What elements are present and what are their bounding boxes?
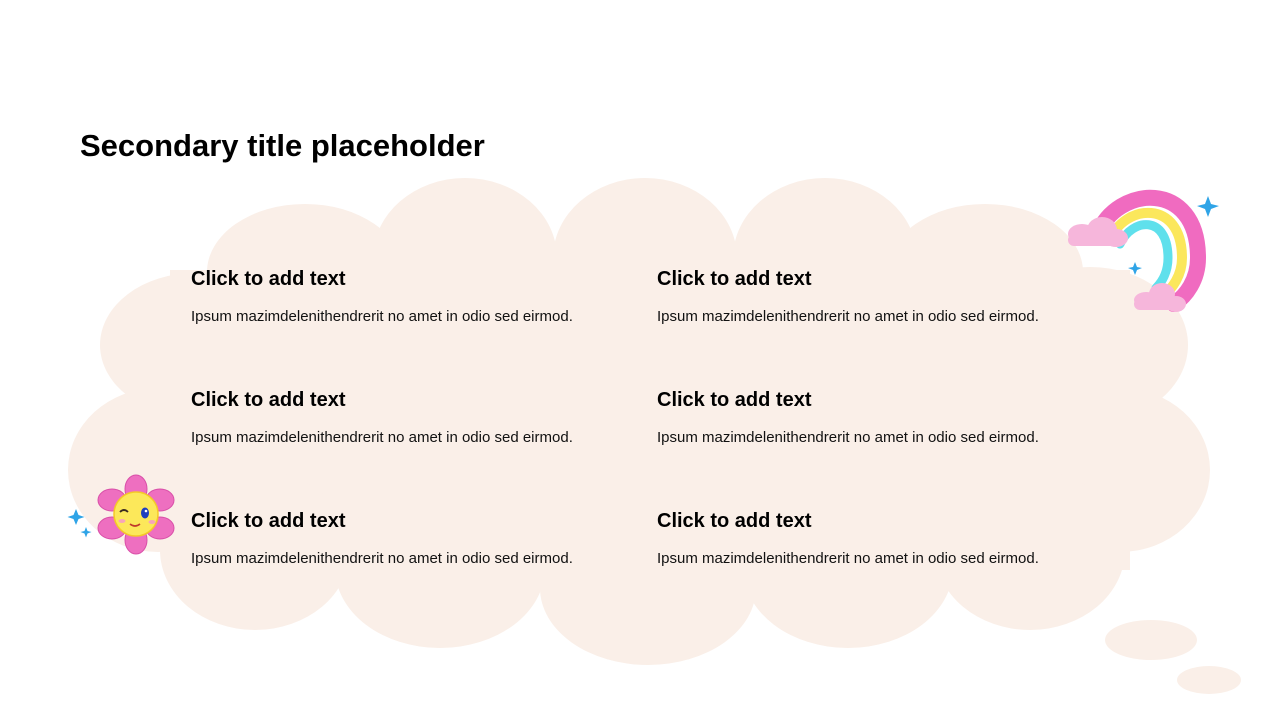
item-body[interactable]: Ipsum mazimdelenithendrerit no amet in odio sed eirmod.: [657, 550, 1039, 567]
text-item: [657, 510, 1097, 567]
text-item: [657, 389, 1097, 446]
item-heading[interactable]: Click to add text: [191, 389, 346, 411]
item-body[interactable]: Ipsum mazimdelenithendrerit no amet in odio sed eirmod.: [191, 429, 573, 446]
item-heading[interactable]: Click to add text: [191, 268, 346, 290]
text-item: [657, 268, 1097, 325]
item-heading[interactable]: Click to add text: [657, 389, 812, 411]
text-item: [191, 510, 631, 567]
flower-sun-icon: [64, 472, 179, 556]
sparkle-icon: [1197, 196, 1219, 217]
item-heading[interactable]: Click to add text: [657, 268, 812, 290]
sparkle-icon: [1128, 262, 1142, 275]
text-item: [191, 389, 631, 446]
item-body[interactable]: Ipsum mazimdelenithendrerit no amet in odio sed eirmod.: [657, 429, 1039, 446]
item-body[interactable]: Ipsum mazimdelenithendrerit no amet in odio sed eirmod.: [191, 308, 573, 325]
item-body[interactable]: Ipsum mazimdelenithendrerit no amet in odio sed eirmod.: [657, 308, 1039, 325]
text-item: [191, 268, 631, 325]
item-body[interactable]: Ipsum mazimdelenithendrerit no amet in odio sed eirmod.: [191, 550, 573, 567]
item-heading[interactable]: Click to add text: [657, 510, 812, 532]
sparkle-icon: [81, 527, 92, 538]
sparkle-icon: [68, 509, 85, 525]
item-heading[interactable]: Click to add text: [191, 510, 346, 532]
slide-title[interactable]: Secondary title placeholder: [80, 128, 485, 163]
